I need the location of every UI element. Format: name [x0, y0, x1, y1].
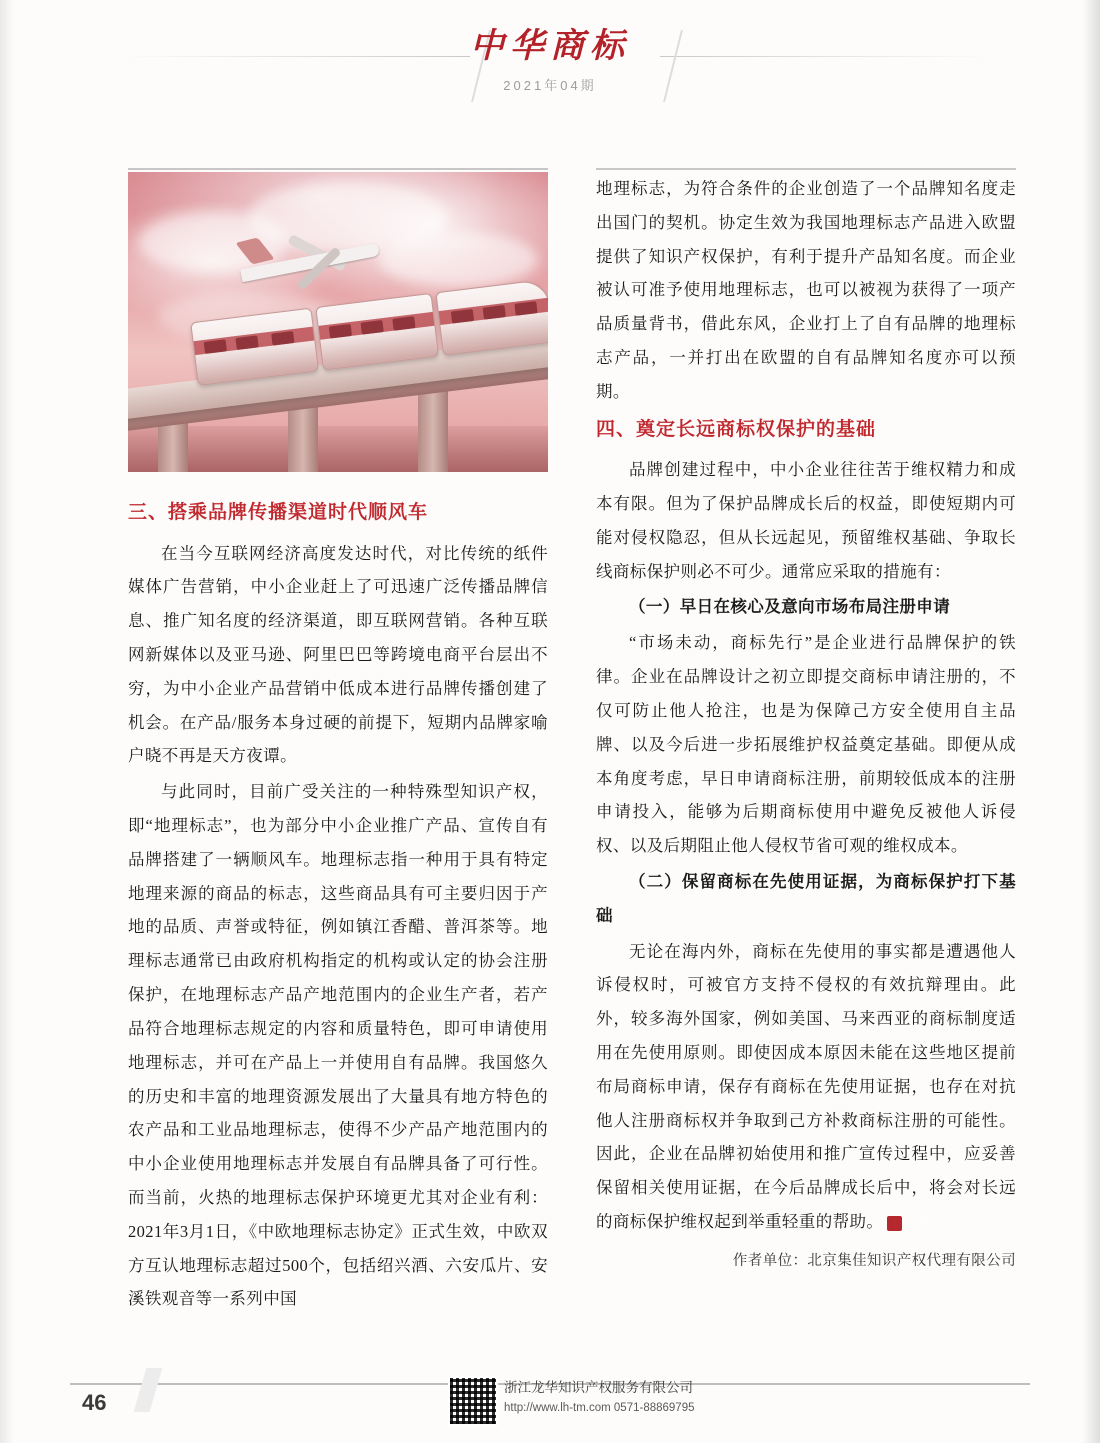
paragraph: 品牌创建过程中，中小企业往往苦于维权精力和成本有限。但为了保护品牌成长后的权益，即使短期内可能对侵权隐忍，但从长远起见，预留维权基础、争取长线商标保护则必不可少。通常应采取的措施有： — [596, 460, 1016, 581]
left-column — [128, 172, 548, 1318]
subsection-heading-one: （一）早日在核心及意向市场布局注册申请 — [629, 597, 951, 617]
paragraph: 地理标志，为符合条件的企业创造了一个品牌知名度走出国门的契机。协定生效为我国地理标志产品进入欧盟提供了知识产权保护，有利于提升产品知名度。而企业被认可准予使用地理标志，也可以被视为获得了一项产品质量背书，借此东风，企业打上了自有品牌的地理标志产品，一并打出在欧盟的自有品牌知名度亦可以预期。 — [596, 179, 1016, 401]
column-rule-right-top — [596, 168, 1016, 170]
paragraph — [596, 935, 1016, 1239]
airplane-icon — [240, 230, 390, 290]
section-heading-three: 三、搭乘品牌传播渠道时代顺风车 — [128, 501, 429, 523]
footer-info — [504, 1377, 695, 1418]
footer-contact: http://www.lh-tm.com 0571-88869795 — [504, 1402, 695, 1415]
footer-tab-shape — [134, 1368, 163, 1412]
section-heading-four: 四、奠定长远商标权保护的基础 — [596, 417, 877, 440]
masthead — [0, 28, 1100, 94]
right-column — [596, 172, 1016, 1277]
viaduct — [128, 282, 548, 472]
paragraph: 与此同时，目前广受关注的一种特殊型知识产权，即“地理标志”，也为部分中小企业推广产品、宣传自有品牌搭建了一辆顺风车。地理标志指一种用于具有特定地理来源的商品的标志，这些商品具有可主要归因于产地的品质、声誉或特征，例如镇江香醋、普洱茶等。地理标志通常已由政府机构指定的机构或认定的协会注册保护，在地理标志产品产地范围内的企业生产者，若产品符合地理标志规定的内容和质量特色，即可申请使用地理标志，并可在产品上一并使用自有品牌。我国悠久的历史和丰富的地理资源发展出了大量具有地方特色的农产品和工业品地理标志，使得不少产品产地范围内的中小企业使用地理标志并发展自有品牌具备了可行性。而当前，火热的地理标志保护环境更尤其对企业有利：2021年3月1日，《中欧地理标志协定》正式生效，中欧双方互认地理标志超过500个，包括绍兴酒、六安瓜片、安溪铁观音等一系列中国 — [128, 782, 548, 1309]
qr-code-icon — [448, 1376, 498, 1426]
column-rule-left-top — [128, 168, 548, 170]
issue-label: 2021年04期 — [503, 78, 597, 94]
footer-company: 浙江龙华知识产权服务有限公司 — [504, 1380, 693, 1395]
magazine-title: 中华商标 — [470, 26, 630, 66]
photo-ground — [128, 426, 548, 472]
paragraph-text: 无论在海内外，商标在先使用的事实都是遭遇他人诉侵权时，可被官方支持不侵权的有效抗辩理由。此外，较多海外国家，例如美国、马来西亚的商标制度适用在先使用原则。即使因成本原因未能在这些地区提前布局商标申请，保存有商标在先使用证据，也存在对抗他人注册商标权并争取到己方补救商标注册的可能性。因此，企业在品牌初始使用和推广宣传过程中，应妥善保留相关使用证据，在今后品牌成长后中，将会对长远的商标保护维权起到举重轻重的帮助。 — [596, 941, 1016, 1232]
subsection-heading-two: （二）保留商标在先使用证据，为商标保护打下基础 — [596, 871, 1016, 925]
end-seal-icon: 商 — [887, 1216, 902, 1231]
byline: 作者单位：北京集佳知识产权代理有限公司 — [732, 1252, 1016, 1269]
paragraph: “市场未动，商标先行”是企业进行品牌保护的铁律。企业在品牌设计之初立即提交商标申请注册的，不仅可防止他人抢注，也是为保障己方安全使用自主品牌、以及今后进一步拓展维护权益奠定基础。即便从成本角度考虑，早日申请商标注册，前期较低成本的注册申请投入，能够为后期商标使用中避免反被他人诉侵权、以及后期阻止他人侵权节省可观的维权成本。 — [596, 633, 1016, 856]
page-number: 46 — [82, 1390, 107, 1415]
page-edge-shadow-right — [1082, 0, 1100, 1443]
page-edge-shadow-left — [0, 0, 14, 1443]
paragraph: 在当今互联网经济高度发达时代，对比传统的纸件媒体广告营销，中小企业赶上了可迅速广泛传播品牌信息、推广知名度的经济渠道，即互联网营销。各种互联网新媒体以及亚马逊、阿里巴巴等跨境电商平台层出不穷，为中小企业产品营销中低成本进行品牌传播创建了机会。在产品/服务本身过硬的前提下，短期内品牌家喻户晓不再是天方夜谭。 — [128, 543, 548, 766]
article-photo — [128, 172, 548, 472]
